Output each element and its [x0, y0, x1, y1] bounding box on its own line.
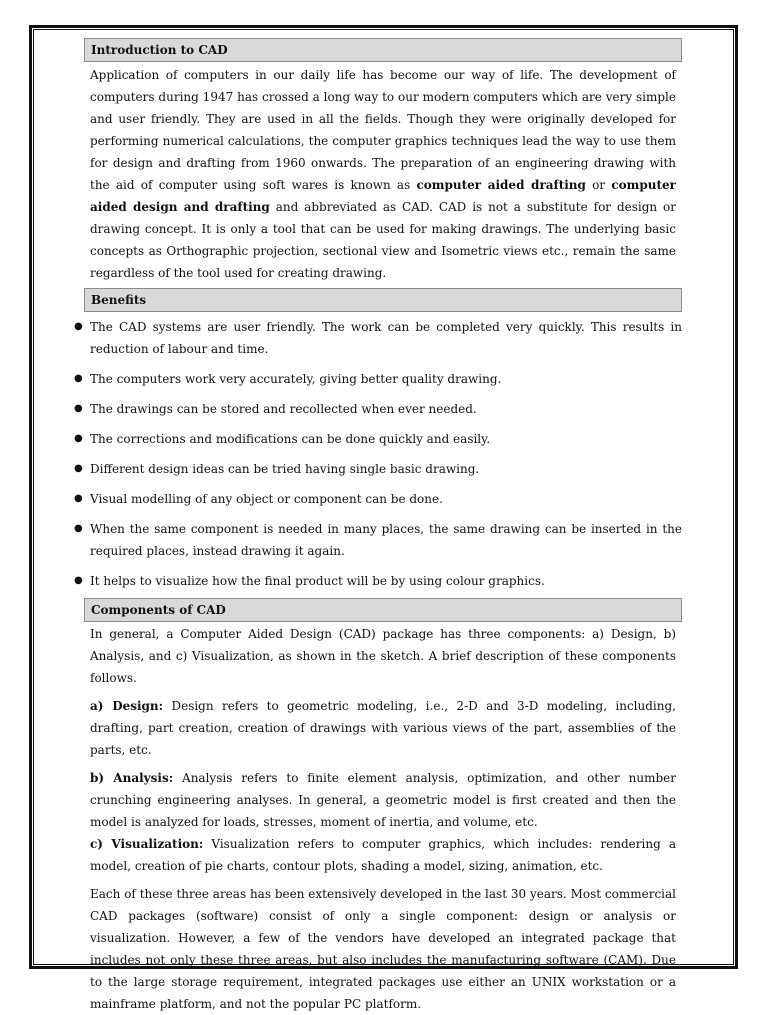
benefit-text: Different design ideas can be tried having single basic drawing. — [90, 462, 480, 476]
list-item — [74, 570, 682, 592]
benefits-list — [74, 316, 682, 592]
visualization-label: c) Visualization: — [90, 837, 204, 851]
components-intro-paragraph: In general, a Computer Aided Design (CAD) package has three components: a) Design, b) Analysis, and c) Visualization, as shown in the sketch. A brief description of these components follows. — [90, 627, 676, 685]
bullet-icon: ● — [74, 373, 83, 384]
bullet-icon: ● — [74, 463, 83, 474]
list-item — [74, 316, 682, 360]
analysis-text: Analysis refers to finite element analysis, optimization, and other number crunching engineering analyses. In general, a geometric model is first created and then the model is analyzed for loads, stresses, moment of inertia, and volume, etc. — [90, 771, 676, 829]
bullet-icon: ● — [74, 523, 83, 534]
bullet-icon: ● — [74, 433, 83, 444]
benefit-text: Visual modelling of any object or component can be done. — [90, 492, 443, 506]
intro-bold-term-2: computer aided design and drafting — [90, 178, 676, 214]
design-paragraph — [84, 695, 682, 761]
list-item — [74, 458, 682, 480]
visualization-text: Visualization refers to computer graphics, which includes: rendering a model, creation of pie charts, contour plots, shading a model, sizing, animation, etc. — [90, 837, 676, 873]
benefit-text: When the same component is needed in many places, the same drawing can be inserted in the required places, instead drawing it again. — [90, 522, 682, 558]
bullet-icon: ● — [74, 493, 83, 504]
intro-text-1: Application of computers in our daily life has become our way of life. The development of computers during 1947 has crossed a long way to our modern computers which are very simple and user friendly. They are used in all the fields. Though they were originally developed for performing numerical calculations, the computer graphics techniques lead the way to use them for design and drafting from 1960 onwards. The preparation of an engineering drawing with the aid of computer using soft wares is known as — [90, 68, 676, 192]
benefit-text: The CAD systems are user friendly. The work can be completed very quickly. This results in reduction of labour and time. — [90, 320, 682, 356]
list-item — [74, 428, 682, 450]
list-item — [74, 518, 682, 562]
document-body — [74, 38, 682, 1015]
section-heading-introduction: Introduction to CAD — [84, 38, 682, 62]
list-item — [74, 368, 682, 390]
list-item — [74, 398, 682, 420]
section-heading-components: Components of CAD — [84, 598, 682, 622]
closing-paragraph: Each of these three areas has been extensively developed in the last 30 years. Most commercial CAD packages (software) consist of only a single component: design or analysis or visualization. However, a few of the vendors have developed an integrated package that includes not only these three areas, but also includes the manufacturing software (CAM). Due to the large storage requirement, integrated packages use either an UNIX workstation or a mainframe platform, and not the popular PC platform. — [90, 887, 676, 1011]
benefit-text: The drawings can be stored and recollected when ever needed. — [90, 402, 477, 416]
intro-text-2: or — [585, 178, 612, 192]
section-heading-benefits: Benefits — [84, 288, 682, 312]
benefit-text: It helps to visualize how the final product will be by using colour graphics. — [90, 574, 545, 588]
design-label: a) Design: — [90, 699, 164, 713]
bullet-icon: ● — [74, 575, 83, 586]
analysis-paragraph — [84, 767, 682, 833]
benefit-text: The computers work very accurately, giving better quality drawing. — [90, 372, 502, 386]
introduction-paragraph — [84, 64, 682, 284]
intro-text-3: and abbreviated as CAD. CAD is not a substitute for design or drawing concept. It is only a tool that can be used for making drawings. The underlying basic concepts as Orthographic projection, sectional view and Isometric views etc., remain the same regardless of the tool used for creating drawing. — [90, 200, 677, 280]
list-item — [74, 488, 682, 510]
design-text: Design refers to geometric modeling, i.e., 2-D and 3-D modeling, including, drafting, part creation, creation of drawings with various views of the part, assemblies of the parts, etc. — [90, 699, 676, 757]
intro-bold-term-1: computer aided drafting — [416, 178, 586, 192]
benefit-text: The corrections and modifications can be done quickly and easily. — [90, 432, 491, 446]
bullet-icon: ● — [74, 403, 83, 414]
bullet-icon: ● — [74, 321, 83, 332]
analysis-label: b) Analysis: — [90, 771, 174, 785]
visualization-paragraph — [84, 833, 682, 877]
